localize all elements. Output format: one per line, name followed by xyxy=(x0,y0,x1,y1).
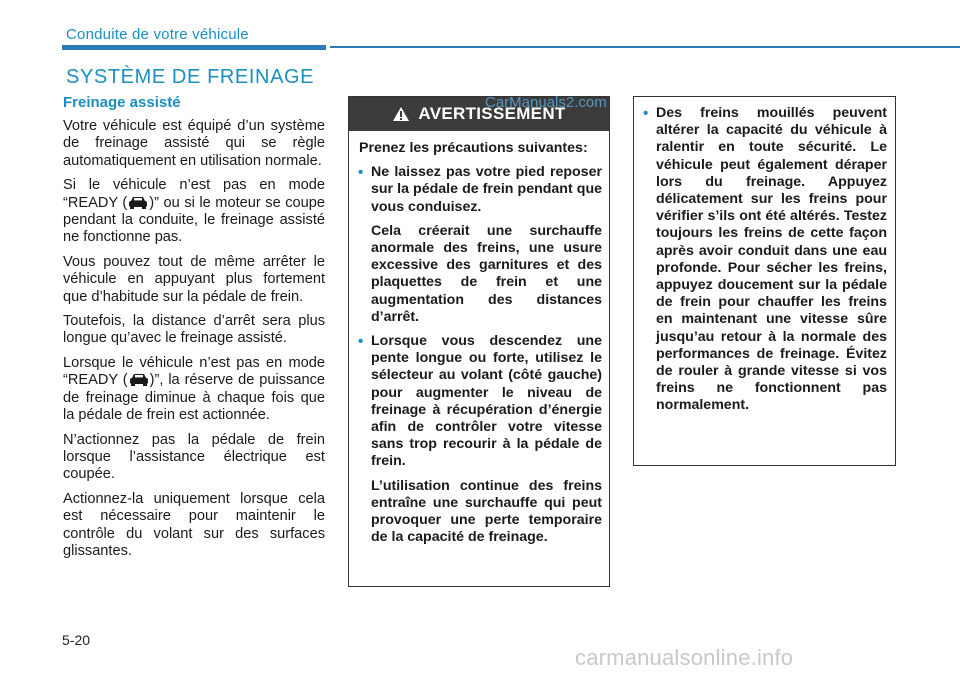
warning-body-continued xyxy=(644,105,887,415)
header-rule-thin xyxy=(330,46,960,48)
paragraph: N’actionnez pas la pédale de frein lorsque l’assistance électrique est coupée. xyxy=(63,431,325,483)
ready-car-icon xyxy=(128,372,150,387)
warning-subtext: Cela créerait une surchauffe anormale des freins, une usure excessive des garnitures et des plaquettes de frein et une augmentation des distances d’arrêt. xyxy=(371,222,602,325)
page-number: 5-20 xyxy=(62,632,91,648)
paragraph: Actionnez-la uniquement lorsque cela est nécessaire pour maintenir le contrôle du volant sur des surfaces glissantes. xyxy=(63,490,325,559)
paragraph: Vous pouvez tout de même arrêter le véhicule en appuyant plus fortement que d’habitude sur la pédale de frein. xyxy=(63,253,325,305)
body-column xyxy=(63,118,325,567)
paragraph-text: )”, la réserve de puissance de freinage diminue à chaque fois que la pédale de frein est actionnée. xyxy=(63,372,325,424)
footer-watermark[interactable]: carmanualsonline.info xyxy=(575,645,794,670)
paragraph: Toutefois, la distance d’arrêt sera plus longue qu’avec le freinage assisté. xyxy=(63,313,325,347)
paragraph-text: Lorsque le véhicule n’est pas en mode “READY ( xyxy=(63,354,325,389)
ready-car-icon xyxy=(127,195,149,210)
warning-bullet: • Des freins mouillés peuvent altérer la capacité du véhicule à ralentir en toute sécurité. Le véhicule peut également déraper lors du freinage. Appuyez délicatement sur les freins pour vérifier s’ils ont été altérés. Testez toujours les freins de cette façon après avoir conduit dans une eau profonde. Pour sécher les freins, appuyez doucement sur la pédale de frein pour chauffer les freins en maintenant une vitesse sûre jusqu’au retour à la normale des performances de freinage. Évitez de rouler à grande vitesse si vos freins ne fonctionnent pas normalement. xyxy=(644,105,887,415)
subsection-title: Freinage assisté xyxy=(63,94,181,111)
warning-bullet: • Ne laissez pas votre pied reposer sur la pédale de frein pendant que vous conduisez. xyxy=(359,164,602,216)
warning-body xyxy=(359,140,602,553)
warning-title: AVERTISSEMENT xyxy=(418,104,566,123)
paragraph xyxy=(63,355,325,425)
warning-intro: Prenez les précautions suivantes: xyxy=(359,140,588,156)
warning-triangle-icon xyxy=(392,106,410,122)
chapter-title: Conduite de votre véhicule xyxy=(66,26,249,43)
header-rule-thick xyxy=(62,45,326,50)
warning-bullet: • Lorsque vous descendez une pente longue ou forte, utilisez le sélecteur au volant (côté gauche) pour augmenter le niveau de freinage à récupération d’énergie afin de contrôler votre vitesse sans trop recourir à la pédale de frein. xyxy=(359,333,602,471)
section-title: SYSTÈME DE FREINAGE xyxy=(66,66,315,88)
paragraph xyxy=(63,177,325,247)
warning-box-continued xyxy=(633,96,896,466)
warning-box xyxy=(348,96,610,587)
warning-subtext: L’utilisation continue des freins entraîne une surchauffe qui peut provoquer une perte temporaire de la capacité de freinage. xyxy=(371,477,602,546)
paragraph-text: )” ou si le moteur se coupe pendant la conduite, le freinage assisté ne fonctionne pas. xyxy=(63,194,325,246)
paragraph: Votre véhicule est équipé d’un système de freinage assisté qui se règle automatiquement en utilisation normale. xyxy=(63,118,325,169)
watermark[interactable]: CarManuals2.com xyxy=(485,94,607,111)
paragraph-text: Si le véhicule n’est pas en mode “READY ( xyxy=(63,177,325,211)
